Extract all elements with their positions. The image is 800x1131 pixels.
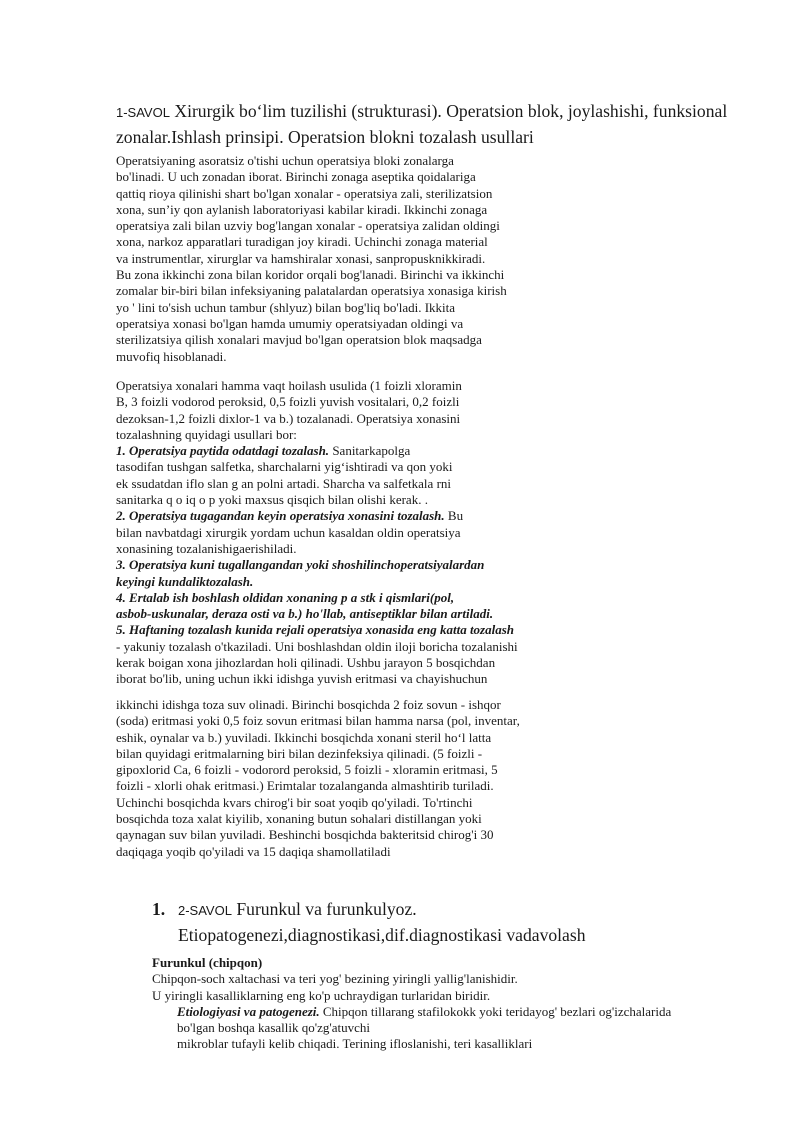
method-4-heading: 4. Ertalab ish boshlash oldidan xonaning p a stk i qismlari(pol,: [116, 589, 455, 605]
method-1-heading: 1. Operatsiya paytida odatdagi tozalash.: [116, 443, 330, 459]
paragraph-zones: [116, 153, 507, 365]
question-2-label: 2-SAVOL: [178, 903, 232, 918]
text-line: sanitarka q o iq o p yoki maxsus qisqich bilan olishi kerak. .: [116, 492, 428, 508]
text-line: bilan navbatdagi xirurgik yordam uchun kasaldan oldin operatsiya: [116, 524, 461, 540]
text-line: dezoksan-1,2 foizli dixlor-1 va b.) tozalanadi. Operatsiya xonasini: [116, 410, 461, 426]
etiology-text: Chipqon tillarang stafilokokk yoki teridayog' bezlari og'izchalarida: [319, 1003, 672, 1019]
text-line: bilan quyidagi eritmalarning biri bilan dezinfeksiya qilinadi. (5 foizli -: [116, 745, 483, 761]
text-line: mikroblar tufayli kelib chiqadi. Terining ifloslanishi, teri kasalliklari: [177, 1036, 533, 1052]
paragraph-cleaning-methods: [116, 378, 518, 688]
text-line: bo'linadi. U uch zonadan iborat. Birinchi zonaga aseptika qoidalariga: [116, 169, 476, 185]
text-line: tozalashning quyidagi usullari bor:: [116, 426, 297, 442]
text-line: operatsiya xonasi bo'lgan hamda umumiy operatsiyadan oldingi va: [116, 315, 464, 331]
question-2-heading: [178, 897, 586, 947]
method-1-line: [116, 443, 518, 459]
section-heading: Furunkul (chipqon): [152, 955, 263, 970]
text-line: foizli - xlorli ohak eritmasi.) Erimtalar tozalanganda almashtirib turiladi.: [116, 778, 494, 794]
text-line: xona, narkoz apparatlari turadigan joy kiradi. Uchinchi zonaga material: [116, 234, 488, 250]
text-line: daqiqaga yoqib qo'yiladi va 15 daqiqa shamollatiladi: [116, 843, 391, 859]
question-2-number: 1.: [152, 899, 166, 919]
text-line: operatsiya zali bilan uzviy bog'langan xonalar - operatsiya zalidan oldingi: [116, 218, 500, 234]
method-2-heading: 2. Operatsiya tugagandan keyin operatsiya xonasini tozalash.: [116, 508, 445, 524]
text-line: Operatsiyaning asoratsiz o'tishi uchun operatsiya bloki zonalarga: [116, 153, 454, 168]
text-line: (soda) eritmasi yoki 0,5 foiz sovun eritmasi bilan hamma narsa (pol, inventar,: [116, 713, 520, 729]
text-line: ikkinchi idishga toza suv olinadi. Birinchi bosqichda 2 foiz sovun - ishqor: [116, 697, 501, 712]
text-line: Operatsiya xonalari hamma vaqt hoilash usulida (1 foizli xloramin: [116, 378, 462, 393]
paragraph-cleaning-stages: [116, 697, 520, 860]
method-5-heading: 5. Haftaning tozalash kunida rejali operatsiya xonasida eng katta tozalash: [116, 622, 515, 638]
text-line: muvofiq hisoblanadi.: [116, 348, 227, 364]
method-1-text: Sanitarkapolga: [329, 443, 411, 459]
text-line: qattiq rioya qilinishi shart bo'lgan xonalar - operatsiya zali, sterilizatsion: [116, 185, 493, 201]
text-line: iborat bo'lib, uning uchun ikki idishga yuvish eritmasi va chayishuchun: [116, 671, 488, 687]
text-line: ek ssudatdan iflo slan g an polni artadi. Sharcha va salfetkala rni: [116, 475, 452, 491]
text-line: yo ' lini to'sish uchun tambur (shlyuz) bilan bog'liq bo'ladi. Ikkita: [116, 299, 456, 315]
method-4-heading: asbob-uskunalar, deraza osti va b.) ho'llab, antiseptiklar bilan artiladi.: [116, 606, 494, 622]
text-line: qaynagan suv bilan yuviladi. Beshinchi bosqichda bakteritsid chirog'i 30: [116, 827, 494, 843]
question-1-label: 1-SAVOL: [116, 105, 170, 120]
text-line: xona, sun’iy qon aylanish laboratoriyasi kabilar kiradi. Ikkinchi zonaga: [116, 201, 488, 217]
method-3-heading: keyingi kundaliktozalash.: [116, 573, 254, 589]
question-2-title-line-2: Etiopatogenezi,diagnostikasi,dif.diagnostikasi vadavolash: [178, 925, 586, 945]
text-line: Chipqon-soch xaltachasi va teri yog' bezining yiringli yallig'lanishidir.: [152, 971, 518, 987]
text-line: Uchinchi bosqichda kvars chirog'i bir soat yoqib qo'yiladi. To'rtinchi: [116, 794, 473, 810]
question-1-heading: [116, 99, 756, 149]
etiology-line: [152, 1004, 671, 1020]
text-line: B, 3 foizli vodorod peroksid, 0,5 foizli yuvish vositalari, 0,2 foizli: [116, 394, 460, 410]
text-line: sterilizatsiya qilish xonalari mavjud bo'lgan operatsion blok maqsadga: [116, 332, 482, 348]
text-line: eshik, oynalar va b.) yuviladi. Ikkinchi bosqichda xonani steril ho‘l latta: [116, 729, 492, 745]
text-line: kerak boigan xona jihozlardan holi qilinadi. Ushbu jarayon 5 bosqichdan: [116, 655, 496, 671]
etiology-heading: Etiologiyasi va patogenezi.: [177, 1003, 320, 1019]
text-line: bosqichda toza xalat kiyilib, xonaning butun sohalari distillangan yoki: [116, 811, 482, 827]
method-2-line: [116, 508, 518, 524]
text-line: xonasining tozalanishigaerishiladi.: [116, 540, 297, 556]
question-2-title-line-1: Furunkul va furunkulyoz.: [236, 899, 417, 919]
text-line: - yakuniy tozalash o'tkaziladi. Uni boshlashdan oldin iloji boricha tozalanishi: [116, 638, 518, 654]
text-line: zomalar bir-biri bilan infeksiyaning palatalardan operatsiya xonasiga kirish: [116, 283, 507, 299]
method-2-text: Bu: [444, 508, 464, 524]
text-line: U yiringli kasalliklarning eng ko'p uchraydigan turlaridan biridir.: [152, 987, 491, 1003]
text-line: va instrumentlar, xirurglar va hamshiralar xonasi, sanpropusknikkiradi.: [116, 250, 486, 266]
text-line: Bu zona ikkinchi zona bilan koridor orqali bog'lanadi. Birinchi va ikkinchi: [116, 267, 505, 283]
text-line: gipoxlorid Ca, 6 foizli - vodorord peroksid, 5 foizli - xloramin eritmasi, 5: [116, 762, 498, 778]
text-line: bo'lgan boshqa kasallik qo'zg'atuvchi: [177, 1020, 370, 1036]
furunkul-section: [152, 955, 671, 1053]
question-1-title: Xirurgik bo‘lim tuzilishi (strukturasi). Operatsion blok, joylashishi, funksional zonalar.Ishlash prinsipi. Operatsion blokni tozalash usullari: [116, 101, 728, 147]
text-line: tasodifan tushgan salfetka, sharchalarni yig‘ishtiradi va qon yoki: [116, 459, 453, 475]
method-3-heading: 3. Operatsiya kuni tugallangandan yoki shoshilinchoperatsiyalardan: [116, 557, 485, 573]
